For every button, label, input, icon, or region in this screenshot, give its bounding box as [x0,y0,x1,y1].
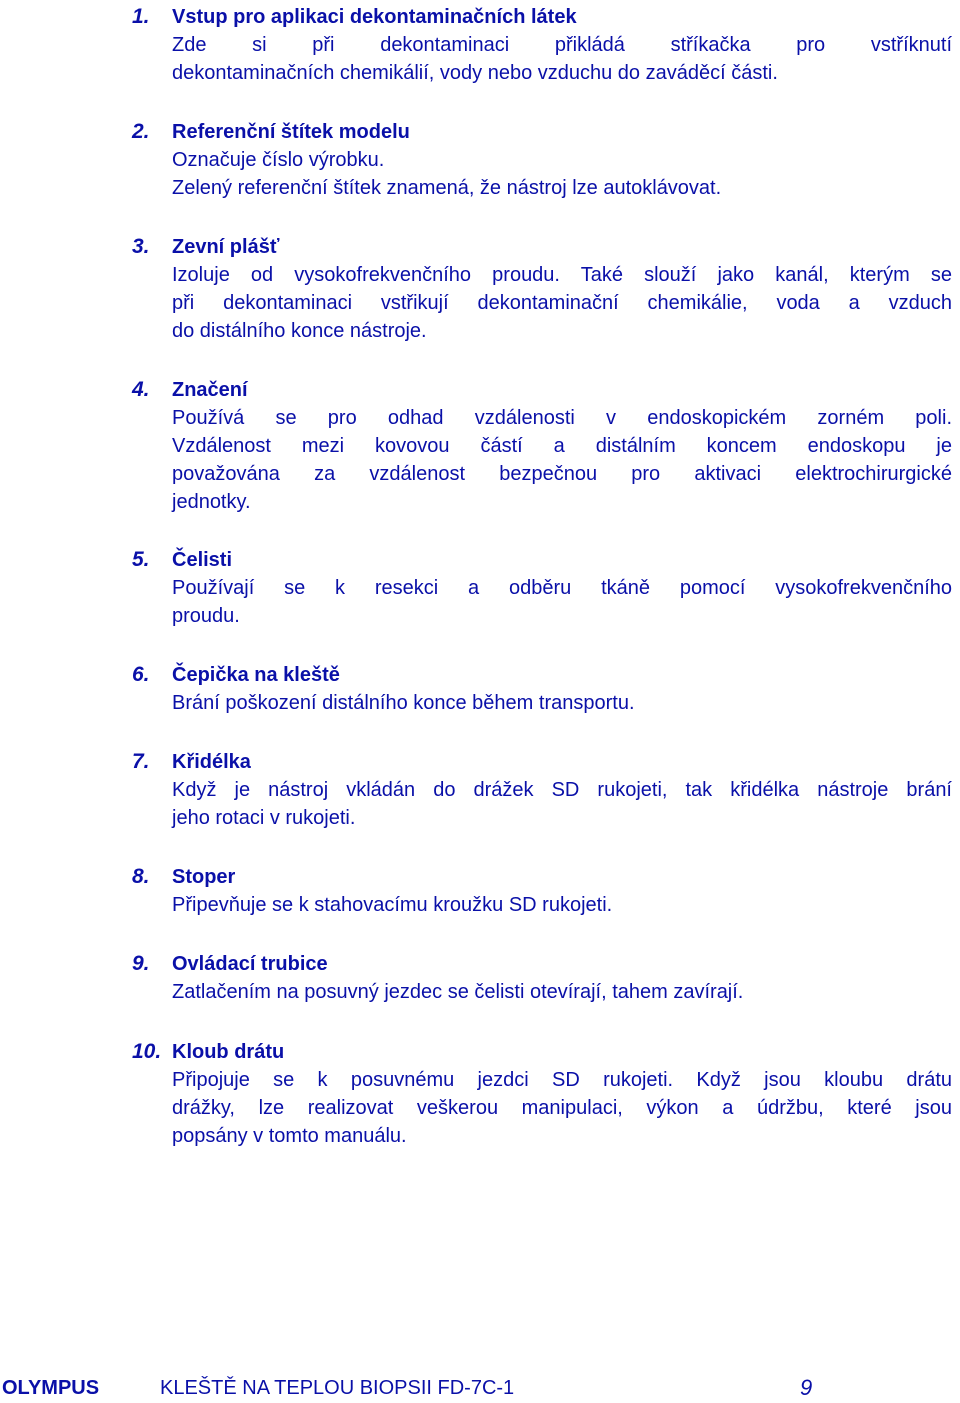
description-line: Používají se k resekci a odběru tkáně pomocí vysokofrekvenčního [172,577,952,599]
item-description [172,689,952,717]
brand-name: OLYMPUS [2,1377,100,1399]
item-description [172,404,952,516]
item-description [172,776,952,832]
description-line: Zatlačením na posuvný jezdec se čelisti otevírají, tahem zavírají. [172,981,744,1003]
description-line: Když je nástroj vkládán do drážek SD rukojeti, tak křidélka nástroje brání [172,779,952,801]
item-title: Křidélka [172,751,251,773]
description-line: do distálního konce nástroje. [172,320,427,342]
description-line: proudu. [172,605,240,627]
item-description [172,891,952,919]
item-number: 4. [132,378,150,401]
description-line: při dekontaminaci vstřikují dekontaminační chemikálie, voda a vzduch [172,292,952,314]
item-description [172,978,952,1006]
item-title: Kloub drátu [172,1041,285,1063]
description-line: Připojuje se k posuvnému jezdci SD rukojeti. Když jsou kloubu drátu [172,1069,952,1091]
description-line: Používá se pro odhad vzdálenosti v endoskopickém zorném poli. [172,407,952,429]
description-line: Označuje číslo výrobku. [172,149,385,171]
description-line: jeho rotaci v rukojeti. [172,807,356,829]
item-number: 1. [132,5,150,28]
page-number: 9 [800,1375,813,1400]
item-description [172,574,952,630]
item-title: Čelisti [172,549,233,571]
document-title: KLEŠTĚ NA TEPLOU BIOPSII FD-7C-1 [160,1377,515,1399]
item-description [172,31,952,87]
item-title: Vstup pro aplikaci dekontaminačních látek [172,6,577,28]
description-line: Připevňuje se k stahovacímu kroužku SD rukojeti. [172,894,613,916]
item-title: Ovládací trubice [172,953,328,975]
item-title: Referenční štítek modelu [172,121,410,143]
item-description [172,261,952,345]
item-title: Značení [172,379,248,401]
item-number: 9. [132,952,150,975]
item-title: Zevní plášť [172,236,280,258]
item-number: 7. [132,750,150,773]
item-title: Stoper [172,866,236,888]
item-title: Čepička na kleště [172,664,340,686]
description-line: Brání poškození distálního konce během transportu. [172,692,635,714]
description-line: drážky, lze realizovat veškerou manipulaci, výkon a údržbu, které jsou [172,1097,952,1119]
item-number: 3. [132,235,150,258]
description-line: popsány v tomto manuálu. [172,1125,407,1147]
description-line: jednotky. [172,491,251,513]
description-line: považována za vzdálenost bezpečnou pro aktivaci elektrochirurgické [172,463,952,485]
description-line: Zde si při dekontaminaci přikládá stříkačka pro vstříknutí [172,34,952,56]
item-number: 2. [132,120,150,143]
page-footer [0,1374,960,1402]
item-number: 5. [132,548,150,571]
item-number: 6. [132,663,150,686]
item-description [172,146,952,202]
description-line: Vzdálenost mezi kovovou částí a distálním koncem endoskopu je [172,435,952,457]
description-line: Zelený referenční štítek znamená, že nástroj lze autoklávovat. [172,177,722,199]
item-description [172,1066,952,1150]
description-line: dekontaminačních chemikálií, vody nebo vzduchu do zaváděcí části. [172,62,778,84]
item-number: 8. [132,865,150,888]
description-line: Izoluje od vysokofrekvenčního proudu. Také slouží jako kanál, kterým se [172,264,952,286]
item-number: 10. [132,1040,162,1063]
